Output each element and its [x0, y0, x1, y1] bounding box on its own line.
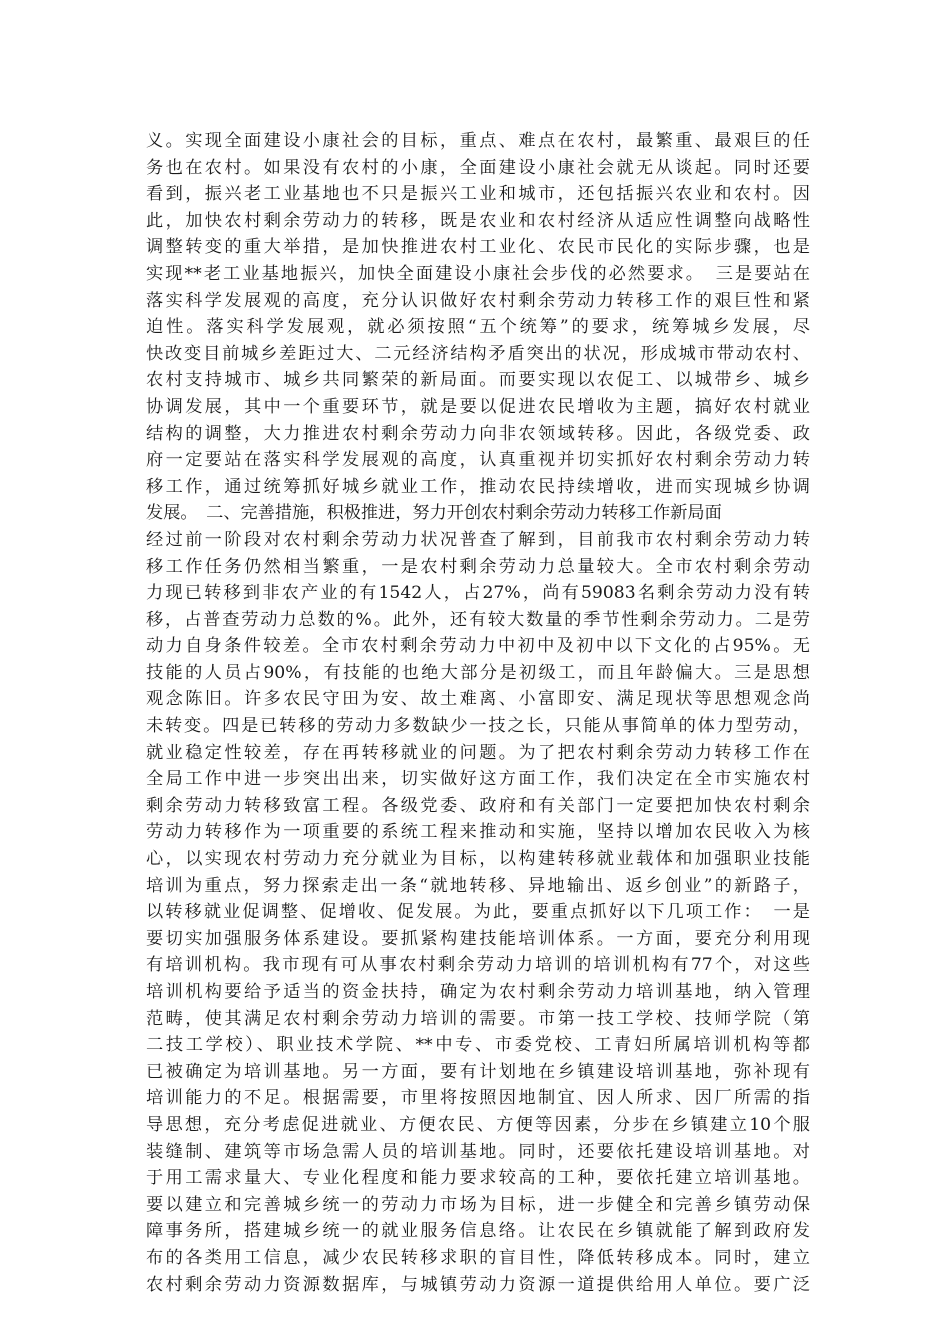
text-line: 此，加快农村剩余劳动力的转移，既是农业和农村经济从适应性调整向战略性 — [146, 210, 810, 231]
text-line: 调整转变的重大举措，是加快推进农村工业化、农民市民化的实际步骤，也是 — [146, 237, 810, 258]
text-line: 要以建立和完善城乡统一的劳动力市场为目标，进一步健全和完善乡镇劳动保 — [146, 1194, 810, 1215]
text-line: 要切实加强服务体系建设。要抓紧构建技能培训体系。一方面，要充分利用现 — [146, 928, 810, 949]
text-line: 观念陈旧。许多农民守田为安、故土难离、小富即安、满足现状等思想观念尚 — [146, 689, 810, 710]
text-line: 协调发展，其中一个重要环节，就是要以促进农民增收为主题，搞好农村就业 — [146, 396, 810, 417]
text-line: 障事务所，搭建城乡统一的就业服务信息络。让农民在乡镇就能了解到政府发 — [146, 1221, 810, 1242]
text-line: 有培训机构。我市现有可从事农村剩余劳动力培训的培训机构有77个，对这些 — [146, 955, 810, 976]
text-line: 移，占普查劳动力总数的%。此外，还有较大数量的季节性剩余劳动力。二是劳 — [146, 609, 810, 630]
text-line: 技能的人员占90%，有技能的也绝大部分是初级工，而且年龄偏大。三是思想 — [146, 662, 810, 683]
text-line: 力现已转移到非农产业的有1542人，占27%，尚有59083名剩余劳动力没有转 — [146, 583, 810, 604]
text-line: 经过前一阶段对农村剩余劳动力状况普查了解到，目前我市农村剩余劳动力转 — [146, 529, 810, 550]
text-line: 培训为重点，努力探索走出一条“就地转移、异地输出、返乡创业”的新路子， — [146, 875, 810, 896]
text-line: 看到，振兴老工业基地也不只是振兴工业和城市，还包括振兴农业和农村。因 — [146, 184, 810, 205]
text-line: 结构的调整，大力推进农村剩余劳动力向非农领域转移。因此，各级党委、政 — [146, 423, 810, 444]
text-line: 二技工学校）、职业技术学院、**中专、市委党校、工青妇所属培训机构等都 — [146, 1035, 810, 1056]
text-line: 培训能力的不足。根据需要，市里将按照因地制宜、因人所求、因厂所需的指 — [146, 1088, 810, 1109]
text-line: 导思想，充分考虑促进就业、方便农民、方便等因素，分步在乡镇建立10个服 — [146, 1114, 810, 1135]
text-line: 落实科学发展观的高度，充分认识做好农村剩余劳动力转移工作的艰巨性和紧 — [146, 290, 810, 311]
text-line: 培训机构要给予适当的资金扶持，确定为农村剩余劳动力培训基地，纳入管理 — [146, 982, 810, 1002]
text-line: 动力自身条件较差。全市农村剩余劳动力中初中及初中以下文化的占95%。无 — [146, 636, 810, 657]
text-line: 务也在农村。如果没有农村的小康，全面建设小康社会就无从谈起。同时还要 — [146, 157, 810, 178]
text-line: 移工作，通过统筹抓好城乡就业工作，推动农民持续增收，进而实现城乡协调 — [146, 476, 810, 497]
text-line: 实现**老工业基地振兴，加快全面建设小康社会步伐的必然要求。 三是要站在 — [146, 263, 810, 284]
text-line: 义。实现全面建设小康社会的目标，重点、难点在农村，最繁重、最艰巨的任 — [146, 131, 810, 151]
text-line: 剩余劳动力转移致富工程。各级党委、政府和有关部门一定要把加快农村剩余 — [146, 795, 810, 816]
text-line: 移工作任务仍然相当繁重，一是农村剩余劳动力总量较大。全市农村剩余劳动 — [146, 556, 810, 577]
text-line: 快改变目前城乡差距过大、二元经济结构矛盾突出的状况，形成城市带动农村、 — [146, 343, 810, 364]
text-line: 于用工需求量大、专业化程度和能力要求较高的工种，要依托建立培训基地。 — [146, 1168, 810, 1189]
document-body — [146, 128, 810, 1298]
text-line: 劳动力转移作为一项重要的系统工程来推动和实施，坚持以增加农民收入为核 — [146, 822, 810, 843]
text-line: 迫性。落实科学发展观，就必须按照“五个统筹”的要求，统筹城乡发展，尽 — [146, 317, 810, 338]
text-line: 府一定要站在落实科学发展观的高度，认真重视并切实抓好农村剩余劳动力转 — [146, 450, 810, 471]
text-line: 范畴，使其满足农村剩余劳动力培训的需要。市第一技工学校、技师学院（第 — [146, 1008, 810, 1029]
text-line: 发展。 二、完善措施，积极推进，努力开创农村剩余劳动力转移工作新局面 — [146, 503, 722, 524]
text-line: 装缝制、建筑等市场急需人员的培训基地。同时，还要依托建设培训基地。对 — [146, 1141, 810, 1162]
text-line: 心，以实现农村劳动力充分就业为目标，以构建转移就业载体和加强职业技能 — [146, 849, 810, 870]
text-line: 以转移就业促调整、促增收、促发展。为此，要重点抓好以下几项工作： 一是 — [146, 902, 810, 923]
text-line: 布的各类用工信息，减少农民转移求职的盲目性，降低转移成本。同时，建立 — [146, 1247, 810, 1268]
text-line: 就业稳定性较差，存在再转移就业的问题。为了把农村剩余劳动力转移工作在 — [146, 742, 810, 763]
text-line: 农村支持城市、城乡共同繁荣的新局面。而要实现以农促工、以城带乡、城乡 — [146, 370, 810, 391]
text-line: 已被确定为培训基地。另一方面，要有计划地在乡镇建设培训基地，弥补现有 — [146, 1061, 810, 1082]
text-line: 农村剩余劳动力资源数据库，与城镇劳动力资源一道提供给用人单位。要广泛 — [146, 1274, 810, 1295]
text-line: 未转变。四是已转移的劳动力多数缺少一技之长，只能从事简单的体力型劳动， — [146, 716, 810, 737]
text-line: 全局工作中进一步突出出来，切实做好这方面工作，我们决定在全市实施农村 — [146, 769, 810, 790]
